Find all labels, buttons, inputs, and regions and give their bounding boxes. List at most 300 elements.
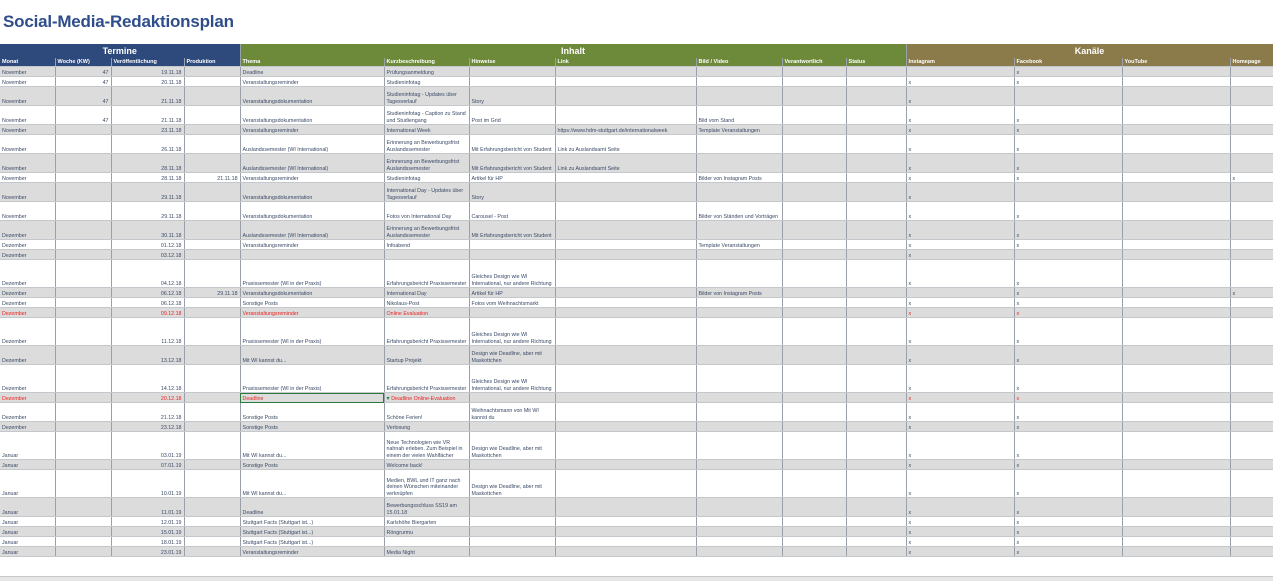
cell-verantwortlich[interactable] <box>782 106 846 125</box>
cell-youtube[interactable] <box>1122 240 1230 250</box>
cell-monat[interactable]: Dezember <box>0 346 55 365</box>
cell-bild-video[interactable] <box>696 547 782 557</box>
cell-youtube[interactable] <box>1122 298 1230 308</box>
cell-homepage[interactable] <box>1230 393 1273 403</box>
cell-verantwortlich[interactable] <box>782 67 846 77</box>
cell-verantwortlich[interactable] <box>782 393 846 403</box>
cell-kurzbeschreibung[interactable] <box>384 250 469 260</box>
cell-kurzbeschreibung[interactable]: Studieninfotag - Updates über Tagesverlauf <box>384 87 469 106</box>
cell-kurzbeschreibung[interactable]: Erinnerung an Bewerbungsfrist Auslandssemester <box>384 135 469 154</box>
cell-homepage[interactable] <box>1230 547 1273 557</box>
cell-link[interactable] <box>555 365 696 393</box>
cell-status[interactable] <box>846 125 906 135</box>
cell-kurzbeschreibung[interactable]: Bewerbungsschluss SS19 am 15.01.18 <box>384 498 469 517</box>
cell-homepage[interactable] <box>1230 422 1273 432</box>
cell-bild-video[interactable] <box>696 393 782 403</box>
col-header-bild-video[interactable]: Bild / Video <box>696 58 782 67</box>
cell-produktion[interactable] <box>184 346 240 365</box>
cell-thema[interactable]: Deadline <box>240 498 384 517</box>
cell-kurzbeschreibung[interactable]: Media Night <box>384 547 469 557</box>
cell-youtube[interactable] <box>1122 106 1230 125</box>
cell-bild-video[interactable]: Bilder von Ständen und Vorträgen <box>696 202 782 221</box>
col-header-youtube[interactable]: YouTube <box>1122 58 1230 67</box>
cell-veroeffentlichung[interactable]: 12.01.19 <box>111 517 184 527</box>
cell-status[interactable] <box>846 517 906 527</box>
cell-thema[interactable]: Veranstaltungsreminder <box>240 173 384 183</box>
cell-facebook[interactable]: x <box>1014 106 1122 125</box>
cell-veroeffentlichung[interactable]: 15.01.19 <box>111 527 184 537</box>
cell-veroeffentlichung[interactable]: 28.11.18 <box>111 154 184 173</box>
cell-bild-video[interactable] <box>696 221 782 240</box>
cell-hinweise[interactable]: Artikel für HP <box>469 173 555 183</box>
cell-woche[interactable] <box>55 393 111 403</box>
cell-produktion[interactable] <box>184 517 240 527</box>
cell-youtube[interactable] <box>1122 547 1230 557</box>
cell-facebook[interactable]: x <box>1014 173 1122 183</box>
cell-monat[interactable]: Januar <box>0 432 55 460</box>
cell-verantwortlich[interactable] <box>782 183 846 202</box>
cell-thema[interactable]: Stuttgart Facts (Stuttgart ist...) <box>240 537 384 547</box>
cell-thema[interactable]: Veranstaltungsreminder <box>240 240 384 250</box>
cell-bild-video[interactable] <box>696 87 782 106</box>
cell-link[interactable] <box>555 318 696 346</box>
cell-verantwortlich[interactable] <box>782 432 846 460</box>
cell-woche[interactable] <box>55 183 111 202</box>
cell-instagram[interactable]: x <box>906 498 1014 517</box>
cell-status[interactable] <box>846 250 906 260</box>
cell-hinweise[interactable]: Design wie Deadline, aber mit Maskottchen <box>469 470 555 498</box>
cell-facebook[interactable]: x <box>1014 527 1122 537</box>
cell-thema[interactable]: Sonstige Posts <box>240 298 384 308</box>
cell-instagram[interactable]: x <box>906 460 1014 470</box>
cell-hinweise[interactable]: Weihnachtsmann von Mit WI kannst du <box>469 403 555 422</box>
cell-hinweise[interactable] <box>469 537 555 547</box>
cell-facebook[interactable]: x <box>1014 77 1122 87</box>
cell-thema[interactable]: Stuttgart Facts (Stuttgart ist...) <box>240 527 384 537</box>
cell-veroeffentlichung[interactable]: 21.11.18 <box>111 106 184 125</box>
cell-youtube[interactable] <box>1122 250 1230 260</box>
cell-monat[interactable]: Dezember <box>0 403 55 422</box>
cell-monat[interactable]: Januar <box>0 470 55 498</box>
cell-facebook[interactable] <box>1014 250 1122 260</box>
cell-link[interactable] <box>555 460 696 470</box>
cell-thema[interactable]: Veranstaltungsreminder <box>240 125 384 135</box>
cell-monat[interactable]: Januar <box>0 547 55 557</box>
cell-thema[interactable]: Auslandssemester (WI International) <box>240 135 384 154</box>
cell-bild-video[interactable] <box>696 154 782 173</box>
cell-monat[interactable]: Dezember <box>0 260 55 288</box>
cell-link[interactable] <box>555 106 696 125</box>
cell-verantwortlich[interactable] <box>782 173 846 183</box>
cell-verantwortlich[interactable] <box>782 318 846 346</box>
cell-facebook[interactable]: x <box>1014 470 1122 498</box>
cell-instagram[interactable]: x <box>906 527 1014 537</box>
cell-facebook[interactable] <box>1014 183 1122 202</box>
cell-kurzbeschreibung[interactable]: Röngrurmu <box>384 527 469 537</box>
cell-status[interactable] <box>846 547 906 557</box>
cell-verantwortlich[interactable] <box>782 298 846 308</box>
cell-hinweise[interactable] <box>469 67 555 77</box>
cell-hinweise[interactable]: Fotos vom Weihnachtsmarkt <box>469 298 555 308</box>
cell-status[interactable] <box>846 183 906 202</box>
cell-woche[interactable] <box>55 240 111 250</box>
cell-homepage[interactable] <box>1230 106 1273 125</box>
cell-bild-video[interactable] <box>696 135 782 154</box>
cell-facebook[interactable]: x <box>1014 67 1122 77</box>
cell-link[interactable] <box>555 470 696 498</box>
cell-youtube[interactable] <box>1122 498 1230 517</box>
cell-youtube[interactable] <box>1122 135 1230 154</box>
cell-hinweise[interactable]: Artikel für HP <box>469 288 555 298</box>
cell-woche[interactable] <box>55 403 111 422</box>
cell-thema[interactable]: Praxissemester (WI in der Praxis) <box>240 318 384 346</box>
cell-instagram[interactable]: x <box>906 403 1014 422</box>
cell-thema[interactable]: Sonstige Posts <box>240 460 384 470</box>
cell-kurzbeschreibung[interactable]: Studieninfotag <box>384 173 469 183</box>
cell-verantwortlich[interactable] <box>782 460 846 470</box>
cell-kurzbeschreibung[interactable]: International Day - Updates über Tagesverlauf <box>384 183 469 202</box>
cell-bild-video[interactable]: Template Veranstaltungen <box>696 125 782 135</box>
cell-kurzbeschreibung[interactable]: Fotos von International Day <box>384 202 469 221</box>
cell-kurzbeschreibung[interactable]: International Week <box>384 125 469 135</box>
cell-hinweise[interactable]: Post im Grid <box>469 106 555 125</box>
cell-instagram[interactable]: x <box>906 393 1014 403</box>
cell-woche[interactable] <box>55 365 111 393</box>
col-header-status[interactable]: Status <box>846 58 906 67</box>
cell-verantwortlich[interactable] <box>782 240 846 250</box>
cell-veroeffentlichung[interactable]: 11.01.19 <box>111 498 184 517</box>
cell-bild-video[interactable] <box>696 250 782 260</box>
cell-hinweise[interactable]: Mit Erfahrungsbericht von Student <box>469 154 555 173</box>
cell-kurzbeschreibung[interactable] <box>384 537 469 547</box>
cell-monat[interactable]: November <box>0 202 55 221</box>
cell-status[interactable] <box>846 318 906 346</box>
cell-youtube[interactable] <box>1122 318 1230 346</box>
col-header-kurzbeschreibung[interactable]: Kurzbeschreibung <box>384 58 469 67</box>
cell-woche[interactable]: 47 <box>55 106 111 125</box>
cell-link[interactable] <box>555 240 696 250</box>
cell-facebook[interactable]: x <box>1014 498 1122 517</box>
cell-kurzbeschreibung[interactable]: Erinnerung an Bewerbungsfrist Auslandssemester <box>384 221 469 240</box>
cell-status[interactable] <box>846 154 906 173</box>
cell-veroeffentlichung[interactable]: 26.11.18 <box>111 135 184 154</box>
cell-produktion[interactable] <box>184 298 240 308</box>
cell-facebook[interactable]: x <box>1014 308 1122 318</box>
cell-veroeffentlichung[interactable]: 03.01.19 <box>111 432 184 460</box>
cell-woche[interactable]: 47 <box>55 67 111 77</box>
cell-link[interactable] <box>555 517 696 527</box>
cell-monat[interactable]: November <box>0 154 55 173</box>
cell-veroeffentlichung[interactable]: 23.01.19 <box>111 547 184 557</box>
cell-bild-video[interactable] <box>696 460 782 470</box>
cell-homepage[interactable] <box>1230 77 1273 87</box>
cell-produktion[interactable]: 21.11.18 <box>184 173 240 183</box>
cell-produktion[interactable] <box>184 403 240 422</box>
cell-bild-video[interactable] <box>696 470 782 498</box>
cell-veroeffentlichung[interactable]: 14.12.18 <box>111 365 184 393</box>
cell-youtube[interactable] <box>1122 527 1230 537</box>
cell-status[interactable] <box>846 422 906 432</box>
cell-veroeffentlichung[interactable]: 10.01.19 <box>111 470 184 498</box>
cell-bild-video[interactable] <box>696 517 782 527</box>
cell-homepage[interactable] <box>1230 365 1273 393</box>
cell-thema[interactable]: Sonstige Posts <box>240 403 384 422</box>
cell-verantwortlich[interactable] <box>782 308 846 318</box>
cell-produktion[interactable] <box>184 260 240 288</box>
cell-produktion[interactable] <box>184 87 240 106</box>
cell-kurzbeschreibung[interactable]: Verlosung <box>384 422 469 432</box>
cell-link[interactable] <box>555 288 696 298</box>
cell-link[interactable] <box>555 298 696 308</box>
cell-produktion[interactable]: 29.11.18 <box>184 288 240 298</box>
cell-link[interactable] <box>555 422 696 432</box>
cell-instagram[interactable]: x <box>906 470 1014 498</box>
cell-bild-video[interactable] <box>696 498 782 517</box>
cell-verantwortlich[interactable] <box>782 527 846 537</box>
cell-woche[interactable] <box>55 298 111 308</box>
cell-thema[interactable]: Sonstige Posts <box>240 422 384 432</box>
cell-hinweise[interactable] <box>469 460 555 470</box>
cell-produktion[interactable] <box>184 432 240 460</box>
cell-bild-video[interactable]: Bild vom Stand <box>696 106 782 125</box>
cell-youtube[interactable] <box>1122 221 1230 240</box>
cell-status[interactable] <box>846 527 906 537</box>
sheet-tab-bar[interactable] <box>0 576 1273 581</box>
cell-youtube[interactable] <box>1122 67 1230 77</box>
cell-bild-video[interactable] <box>696 67 782 77</box>
cell-link[interactable] <box>555 77 696 87</box>
cell-facebook[interactable]: x <box>1014 393 1122 403</box>
cell-link[interactable] <box>555 67 696 77</box>
cell-instagram[interactable]: x <box>906 318 1014 346</box>
cell-veroeffentlichung[interactable]: 29.11.18 <box>111 183 184 202</box>
cell-monat[interactable]: November <box>0 173 55 183</box>
cell-verantwortlich[interactable] <box>782 77 846 87</box>
cell-produktion[interactable] <box>184 125 240 135</box>
cell-bild-video[interactable] <box>696 346 782 365</box>
cell-youtube[interactable] <box>1122 183 1230 202</box>
cell-homepage[interactable] <box>1230 537 1273 547</box>
cell-produktion[interactable] <box>184 422 240 432</box>
cell-status[interactable] <box>846 460 906 470</box>
cell-facebook[interactable]: x <box>1014 547 1122 557</box>
cell-thema[interactable]: Mit WI kannst du... <box>240 346 384 365</box>
cell-woche[interactable]: 47 <box>55 87 111 106</box>
cell-thema[interactable] <box>240 250 384 260</box>
cell-homepage[interactable]: x <box>1230 173 1273 183</box>
cell-woche[interactable] <box>55 346 111 365</box>
cell-verantwortlich[interactable] <box>782 422 846 432</box>
cell-woche[interactable] <box>55 318 111 346</box>
cell-hinweise[interactable] <box>469 125 555 135</box>
cell-link[interactable] <box>555 183 696 202</box>
cell-facebook[interactable]: x <box>1014 135 1122 154</box>
cell-bild-video[interactable] <box>696 318 782 346</box>
cell-thema[interactable]: Deadline <box>240 393 384 403</box>
cell-instagram[interactable]: x <box>906 250 1014 260</box>
cell-instagram[interactable]: x <box>906 221 1014 240</box>
cell-verantwortlich[interactable] <box>782 470 846 498</box>
cell-status[interactable] <box>846 202 906 221</box>
cell-bild-video[interactable] <box>696 422 782 432</box>
cell-monat[interactable]: November <box>0 183 55 202</box>
cell-facebook[interactable]: x <box>1014 517 1122 527</box>
cell-instagram[interactable]: x <box>906 365 1014 393</box>
cell-status[interactable] <box>846 135 906 154</box>
cell-youtube[interactable] <box>1122 432 1230 460</box>
cell-youtube[interactable] <box>1122 288 1230 298</box>
cell-youtube[interactable] <box>1122 403 1230 422</box>
cell-bild-video[interactable] <box>696 77 782 87</box>
cell-instagram[interactable]: x <box>906 77 1014 87</box>
cell-instagram[interactable]: x <box>906 517 1014 527</box>
cell-hinweise[interactable]: Story <box>469 87 555 106</box>
cell-produktion[interactable] <box>184 460 240 470</box>
cell-status[interactable] <box>846 537 906 547</box>
cell-status[interactable] <box>846 260 906 288</box>
cell-woche[interactable] <box>55 135 111 154</box>
cell-youtube[interactable] <box>1122 154 1230 173</box>
cell-veroeffentlichung[interactable]: 30.11.18 <box>111 221 184 240</box>
cell-hinweise[interactable] <box>469 393 555 403</box>
cell-thema[interactable]: Auslandssemester (WI International) <box>240 221 384 240</box>
cell-link[interactable] <box>555 527 696 537</box>
cell-link[interactable] <box>555 537 696 547</box>
col-header-verantwortlich[interactable]: Verantwortlich <box>782 58 846 67</box>
cell-verantwortlich[interactable] <box>782 517 846 527</box>
cell-veroeffentlichung[interactable]: 23.11.18 <box>111 125 184 135</box>
cell-produktion[interactable] <box>184 393 240 403</box>
cell-homepage[interactable] <box>1230 498 1273 517</box>
col-header-thema[interactable]: Thema <box>240 58 384 67</box>
cell-produktion[interactable] <box>184 308 240 318</box>
cell-youtube[interactable] <box>1122 422 1230 432</box>
cell-thema[interactable]: Stuttgart Facts (Stuttgart ist...) <box>240 517 384 527</box>
cell-link[interactable] <box>555 432 696 460</box>
col-header-homepage[interactable]: Homepage <box>1230 58 1273 67</box>
cell-monat[interactable]: Dezember <box>0 393 55 403</box>
cell-veroeffentlichung[interactable]: 11.12.18 <box>111 318 184 346</box>
cell-woche[interactable] <box>55 308 111 318</box>
cell-monat[interactable]: Dezember <box>0 250 55 260</box>
cell-status[interactable] <box>846 106 906 125</box>
cell-homepage[interactable] <box>1230 527 1273 537</box>
cell-status[interactable] <box>846 403 906 422</box>
cell-facebook[interactable] <box>1014 87 1122 106</box>
cell-hinweise[interactable] <box>469 547 555 557</box>
cell-youtube[interactable] <box>1122 365 1230 393</box>
cell-kurzbeschreibung[interactable]: Erfahrungsbericht Praxissemester <box>384 365 469 393</box>
cell-instagram[interactable]: x <box>906 87 1014 106</box>
cell-veroeffentlichung[interactable]: 07.01.19 <box>111 460 184 470</box>
cell-verantwortlich[interactable] <box>782 547 846 557</box>
cell-instagram[interactable]: x <box>906 298 1014 308</box>
cell-homepage[interactable]: x <box>1230 288 1273 298</box>
cell-instagram[interactable]: x <box>906 106 1014 125</box>
cell-woche[interactable] <box>55 288 111 298</box>
cell-youtube[interactable] <box>1122 346 1230 365</box>
cell-monat[interactable]: Dezember <box>0 221 55 240</box>
cell-thema[interactable]: Veranstaltungsdokumentation <box>240 288 384 298</box>
cell-produktion[interactable] <box>184 135 240 154</box>
cell-facebook[interactable]: x <box>1014 365 1122 393</box>
cell-verantwortlich[interactable] <box>782 260 846 288</box>
cell-facebook[interactable]: x <box>1014 460 1122 470</box>
cell-monat[interactable]: Dezember <box>0 298 55 308</box>
cell-kurzbeschreibung[interactable]: Prüfungsanmeldung <box>384 67 469 77</box>
cell-hinweise[interactable] <box>469 77 555 87</box>
cell-veroeffentlichung[interactable]: 09.12.18 <box>111 308 184 318</box>
cell-instagram[interactable]: x <box>906 308 1014 318</box>
cell-veroeffentlichung[interactable]: 20.12.18 <box>111 393 184 403</box>
cell-hinweise[interactable]: Mit Erfahrungsbericht von Student <box>469 221 555 240</box>
cell-veroeffentlichung[interactable]: 23.12.18 <box>111 422 184 432</box>
cell-woche[interactable] <box>55 202 111 221</box>
cell-monat[interactable]: Januar <box>0 498 55 517</box>
cell-woche[interactable] <box>55 154 111 173</box>
cell-produktion[interactable] <box>184 77 240 87</box>
cell-facebook[interactable]: x <box>1014 221 1122 240</box>
cell-youtube[interactable] <box>1122 393 1230 403</box>
cell-homepage[interactable] <box>1230 346 1273 365</box>
cell-hinweise[interactable]: Carousel - Post <box>469 202 555 221</box>
col-header-hinweise[interactable]: Hinweise <box>469 58 555 67</box>
cell-status[interactable] <box>846 240 906 250</box>
cell-link[interactable] <box>555 346 696 365</box>
cell-link[interactable] <box>555 202 696 221</box>
cell-bild-video[interactable] <box>696 403 782 422</box>
cell-monat[interactable]: November <box>0 67 55 77</box>
cell-hinweise[interactable] <box>469 517 555 527</box>
cell-link[interactable] <box>555 403 696 422</box>
cell-facebook[interactable]: x <box>1014 288 1122 298</box>
cell-hinweise[interactable] <box>469 240 555 250</box>
cell-facebook[interactable]: x <box>1014 432 1122 460</box>
cell-link[interactable] <box>555 260 696 288</box>
cell-homepage[interactable] <box>1230 403 1273 422</box>
cell-youtube[interactable] <box>1122 537 1230 547</box>
cell-instagram[interactable]: x <box>906 346 1014 365</box>
cell-homepage[interactable] <box>1230 460 1273 470</box>
col-header-woche[interactable]: Woche (KW) <box>55 58 111 67</box>
cell-instagram[interactable]: x <box>906 537 1014 547</box>
cell-youtube[interactable] <box>1122 308 1230 318</box>
cell-thema[interactable]: Deadline <box>240 67 384 77</box>
cell-bild-video[interactable]: Template Veranstaltungen <box>696 240 782 250</box>
col-header-link[interactable]: Link <box>555 58 696 67</box>
cell-hinweise[interactable]: Design wie Deadline, aber mit Maskottchen <box>469 432 555 460</box>
cell-kurzbeschreibung[interactable]: Studieninfotag - Caption zu Stand und Studiengang <box>384 106 469 125</box>
cell-hinweise[interactable]: Gleiches Design wie WI International, nur andere Richtung <box>469 260 555 288</box>
cell-bild-video[interactable] <box>696 260 782 288</box>
cell-monat[interactable]: Dezember <box>0 240 55 250</box>
cell-verantwortlich[interactable] <box>782 365 846 393</box>
cell-dropdown-arrow-icon[interactable]: ▾ <box>386 395 392 402</box>
cell-homepage[interactable] <box>1230 260 1273 288</box>
cell-homepage[interactable] <box>1230 135 1273 154</box>
cell-produktion[interactable] <box>184 498 240 517</box>
cell-instagram[interactable]: x <box>906 547 1014 557</box>
cell-thema[interactable]: Praxissemester (WI in der Praxis) <box>240 365 384 393</box>
cell-link[interactable] <box>555 498 696 517</box>
cell-kurzbeschreibung[interactable]: Erinnerung an Bewerbungsfrist Auslandssemester <box>384 154 469 173</box>
cell-veroeffentlichung[interactable]: 20.11.18 <box>111 77 184 87</box>
cell-thema[interactable]: Veranstaltungsdokumentation <box>240 106 384 125</box>
cell-veroeffentlichung[interactable]: 01.12.18 <box>111 240 184 250</box>
cell-facebook[interactable]: x <box>1014 240 1122 250</box>
cell-kurzbeschreibung[interactable]: ▾ Deadline Online-Evaluation <box>384 393 469 403</box>
cell-status[interactable] <box>846 470 906 498</box>
